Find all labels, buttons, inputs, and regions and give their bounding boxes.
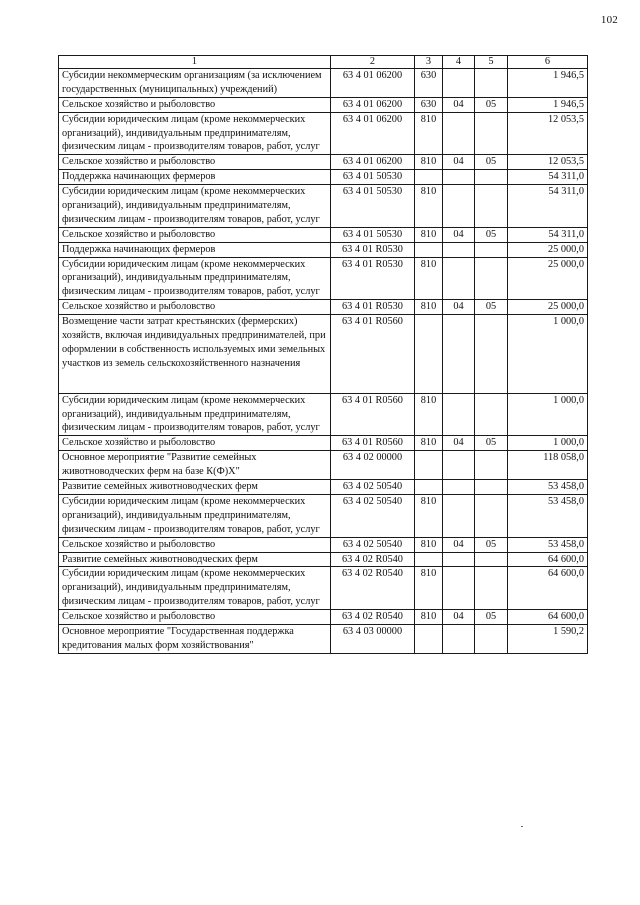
row-rz-cell [443,567,475,610]
row-amount-cell: 25 000,0 [508,257,588,300]
row-rz-cell [443,552,475,567]
row-amount-cell: 53 458,0 [508,480,588,495]
row-vr-cell: 810 [415,494,443,537]
row-amount-cell: 53 458,0 [508,537,588,552]
row-pr-cell: 05 [475,610,508,625]
row-vr-cell: 630 [415,97,443,112]
row-rz-cell: 04 [443,155,475,170]
row-code-cell: 63 4 01 R0560 [331,315,415,394]
table-row [59,451,588,480]
row-amount-cell: 1 000,0 [508,315,588,394]
row-pr-cell [475,451,508,480]
table-row [59,494,588,537]
row-name-cell: Основное мероприятие "Развитие семейных животноводческих ферм на базе К(Ф)Х" [59,451,331,480]
row-vr-cell [415,315,443,394]
row-vr-cell [415,552,443,567]
column-header: 3 [415,56,443,69]
row-pr-cell: 05 [475,537,508,552]
column-header: 5 [475,56,508,69]
row-amount-cell: 1 946,5 [508,69,588,98]
row-vr-cell: 810 [415,610,443,625]
row-rz-cell [443,480,475,495]
row-code-cell: 63 4 01 06200 [331,69,415,98]
row-code-cell: 63 4 01 R0560 [331,393,415,436]
row-code-cell: 63 4 02 50540 [331,480,415,495]
row-name-cell: Субсидии юридическим лицам (кроме некоммерческих организаций), индивидуальным предпринимателям, физическим лицам - производителям товаров, работ, услуг [59,494,331,537]
table-row [59,170,588,185]
row-rz-cell: 04 [443,300,475,315]
row-name-cell: Сельское хозяйство и рыболовство [59,155,331,170]
table-row [59,393,588,436]
row-amount-cell: 54 311,0 [508,185,588,228]
row-pr-cell: 05 [475,436,508,451]
row-code-cell: 63 4 01 R0530 [331,257,415,300]
row-name-cell: Субсидии юридическим лицам (кроме некоммерческих организаций), индивидуальным предпринимателям, физическим лицам - производителям товаров, работ, услуг [59,112,331,155]
row-rz-cell [443,494,475,537]
row-pr-cell [475,552,508,567]
row-code-cell: 63 4 02 R0540 [331,552,415,567]
row-code-cell: 63 4 01 50530 [331,227,415,242]
row-vr-cell: 810 [415,185,443,228]
column-header: 2 [331,56,415,69]
row-pr-cell [475,112,508,155]
row-pr-cell: 05 [475,227,508,242]
row-vr-cell: 630 [415,69,443,98]
row-amount-cell: 118 058,0 [508,451,588,480]
table-row [59,300,588,315]
row-code-cell: 63 4 02 50540 [331,537,415,552]
row-pr-cell [475,69,508,98]
row-pr-cell: 05 [475,300,508,315]
row-rz-cell [443,112,475,155]
row-amount-cell: 64 600,0 [508,567,588,610]
table-row [59,155,588,170]
row-code-cell: 63 4 02 00000 [331,451,415,480]
table-row [59,567,588,610]
row-name-cell: Субсидии некоммерческим организациям (за исключением государственных (муниципальных) учреждений) [59,69,331,98]
row-pr-cell [475,170,508,185]
table-header [59,56,588,69]
table-row [59,97,588,112]
table-body [59,69,588,654]
row-pr-cell [475,185,508,228]
row-code-cell: 63 4 01 R0530 [331,242,415,257]
table-row [59,257,588,300]
row-name-cell: Поддержка начинающих фермеров [59,170,331,185]
row-rz-cell [443,170,475,185]
row-amount-cell: 1 000,0 [508,436,588,451]
row-code-cell: 63 4 01 R0530 [331,300,415,315]
row-pr-cell [475,494,508,537]
row-vr-cell: 810 [415,227,443,242]
row-name-cell: Сельское хозяйство и рыболовство [59,97,331,112]
table-row [59,552,588,567]
table-row [59,242,588,257]
table-row [59,436,588,451]
row-rz-cell: 04 [443,227,475,242]
row-amount-cell: 12 053,5 [508,112,588,155]
header-row [59,56,588,69]
row-vr-cell: 810 [415,537,443,552]
row-amount-cell: 64 600,0 [508,552,588,567]
row-name-cell: Сельское хозяйство и рыболовство [59,537,331,552]
row-rz-cell [443,451,475,480]
row-code-cell: 63 4 01 06200 [331,97,415,112]
row-name-cell: Сельское хозяйство и рыболовство [59,436,331,451]
row-pr-cell [475,257,508,300]
row-vr-cell: 810 [415,155,443,170]
row-amount-cell: 1 590,2 [508,624,588,653]
row-pr-cell [475,315,508,394]
row-vr-cell: 810 [415,567,443,610]
table-row [59,624,588,653]
row-name-cell: Развитие семейных животноводческих ферм [59,552,331,567]
row-vr-cell: 810 [415,112,443,155]
row-name-cell: Субсидии юридическим лицам (кроме некоммерческих организаций), индивидуальным предпринимателям, физическим лицам - производителям товаров, работ, услуг [59,567,331,610]
row-pr-cell [475,393,508,436]
row-code-cell: 63 4 01 06200 [331,112,415,155]
row-code-cell: 63 4 01 R0560 [331,436,415,451]
row-rz-cell [443,624,475,653]
row-rz-cell [443,69,475,98]
budget-table [58,55,588,654]
row-vr-cell [415,170,443,185]
row-code-cell: 63 4 02 50540 [331,494,415,537]
row-amount-cell: 25 000,0 [508,300,588,315]
row-amount-cell: 64 600,0 [508,610,588,625]
row-rz-cell: 04 [443,97,475,112]
table-row [59,112,588,155]
row-code-cell: 63 4 02 R0540 [331,610,415,625]
row-name-cell: Субсидии юридическим лицам (кроме некоммерческих организаций), индивидуальным предпринимателям, физическим лицам - производителям товаров, работ, услуг [59,257,331,300]
row-rz-cell [443,185,475,228]
row-rz-cell [443,257,475,300]
table-row [59,315,588,394]
column-header: 6 [508,56,588,69]
table-row [59,227,588,242]
row-rz-cell [443,393,475,436]
column-header: 4 [443,56,475,69]
row-amount-cell: 54 311,0 [508,227,588,242]
row-vr-cell [415,624,443,653]
row-amount-cell: 53 458,0 [508,494,588,537]
row-pr-cell: 05 [475,155,508,170]
table-row [59,537,588,552]
table-row [59,69,588,98]
row-pr-cell [475,242,508,257]
table-row [59,480,588,495]
row-code-cell: 63 4 01 50530 [331,170,415,185]
row-name-cell: Возмещение части затрат крестьянских (фермерских) хозяйств, включая индивидуальных предпринимателей, при оформлении в собственность используемых ими земельных участков из земель сельскохозяйственного назначения [59,315,331,394]
row-pr-cell [475,624,508,653]
row-rz-cell: 04 [443,537,475,552]
row-rz-cell: 04 [443,610,475,625]
row-amount-cell: 1 946,5 [508,97,588,112]
page-number: 102 [600,14,618,26]
row-vr-cell [415,242,443,257]
row-vr-cell: 810 [415,436,443,451]
row-pr-cell [475,567,508,610]
row-name-cell: Сельское хозяйство и рыболовство [59,227,331,242]
row-amount-cell: 1 000,0 [508,393,588,436]
row-name-cell: Субсидии юридическим лицам (кроме некоммерческих организаций), индивидуальным предпринимателям, физическим лицам - производителям товаров, работ, услуг [59,393,331,436]
row-vr-cell: 810 [415,393,443,436]
scan-artifact [521,826,523,827]
table-row [59,185,588,228]
row-code-cell: 63 4 02 R0540 [331,567,415,610]
row-name-cell: Сельское хозяйство и рыболовство [59,610,331,625]
row-name-cell: Основное мероприятие "Государственная поддержка кредитования малых форм хозяйствования" [59,624,331,653]
row-vr-cell [415,451,443,480]
table-row [59,610,588,625]
row-code-cell: 63 4 01 50530 [331,185,415,228]
row-vr-cell: 810 [415,300,443,315]
row-amount-cell: 25 000,0 [508,242,588,257]
row-amount-cell: 12 053,5 [508,155,588,170]
row-rz-cell [443,242,475,257]
row-amount-cell: 54 311,0 [508,170,588,185]
row-pr-cell [475,480,508,495]
row-code-cell: 63 4 01 06200 [331,155,415,170]
row-rz-cell: 04 [443,436,475,451]
row-name-cell: Развитие семейных животноводческих ферм [59,480,331,495]
row-vr-cell [415,480,443,495]
row-name-cell: Сельское хозяйство и рыболовство [59,300,331,315]
row-vr-cell: 810 [415,257,443,300]
column-header: 1 [59,56,331,69]
row-name-cell: Поддержка начинающих фермеров [59,242,331,257]
row-name-cell: Субсидии юридическим лицам (кроме некоммерческих организаций), индивидуальным предпринимателям, физическим лицам - производителям товаров, работ, услуг [59,185,331,228]
row-pr-cell: 05 [475,97,508,112]
row-rz-cell [443,315,475,394]
row-code-cell: 63 4 03 00000 [331,624,415,653]
